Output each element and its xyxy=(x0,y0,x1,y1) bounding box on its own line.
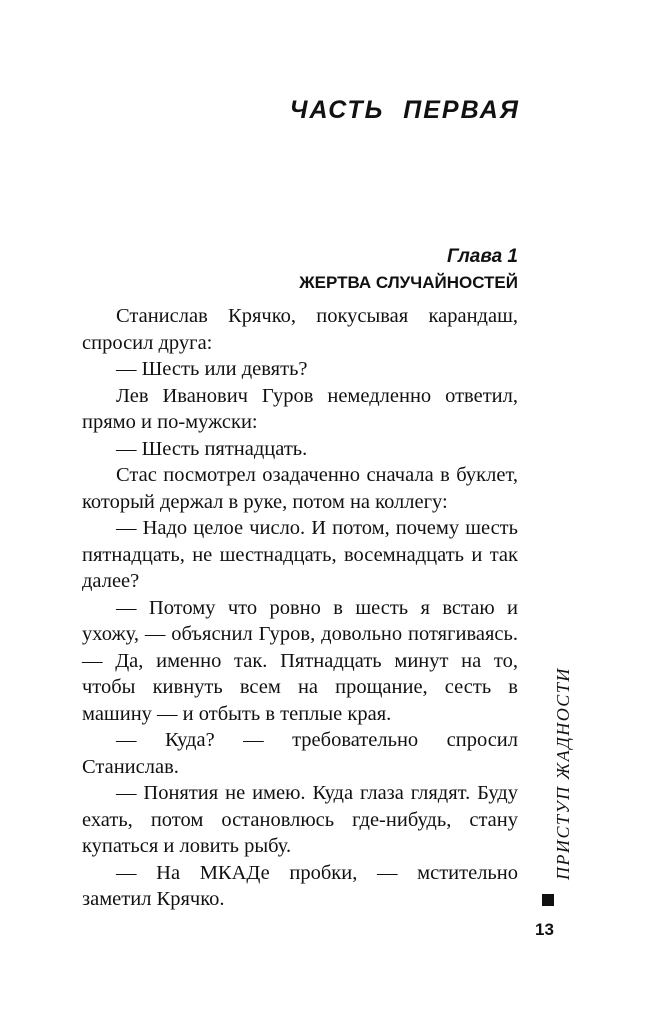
part-title: ЧАСТЬ ПЕРВАЯ xyxy=(289,96,520,124)
paragraph: Стас посмотрел озадаченно сначала в буклет, который держал в руке, потом на коллегу: xyxy=(82,464,518,513)
paragraph: Станислав Крячко, покусывая карандаш, спросил друга: xyxy=(82,305,518,354)
running-title: ПРИСТУП ЖАДНОСТИ xyxy=(553,667,573,880)
chapter-number: Глава 1 xyxy=(447,246,518,267)
paragraph: — Потому что ровно в шесть я встаю и ухожу, — объяснил Гуров, довольно потягиваясь. — Да, именно так. Пятнадцать минут на то, чтобы кивнуть всем на прощание, сесть в машину — и отбыть в теплые края. xyxy=(82,596,518,725)
chapter-title: ЖЕРТВА СЛУЧАЙНОСТЕЙ xyxy=(299,273,518,292)
paragraph: — Шесть или девять? xyxy=(116,358,308,380)
paragraph: — На МКАДе пробки, — мстительно заметил Крячко. xyxy=(82,861,518,910)
section-marker-square xyxy=(542,894,554,906)
paragraph: — Понятия не имею. Куда глаза глядят. Буду ехать, потом остановлюсь где-нибудь, стану купаться и ловить рыбу. xyxy=(82,782,518,857)
paragraph: — Надо целое число. И потом, почему шесть пятнадцать, не шестнадцать, восемнадцать и так далее? xyxy=(82,517,518,592)
paragraph: — Шесть пятнадцать. xyxy=(116,437,308,460)
page-number: 13 xyxy=(535,920,554,939)
chapter-body xyxy=(82,303,518,913)
paragraph: Лев Иванович Гуров немедленно ответил, прямо и по-мужски: xyxy=(82,384,518,433)
paragraph: — Куда? — требовательно спросил Станислав. xyxy=(82,729,518,778)
